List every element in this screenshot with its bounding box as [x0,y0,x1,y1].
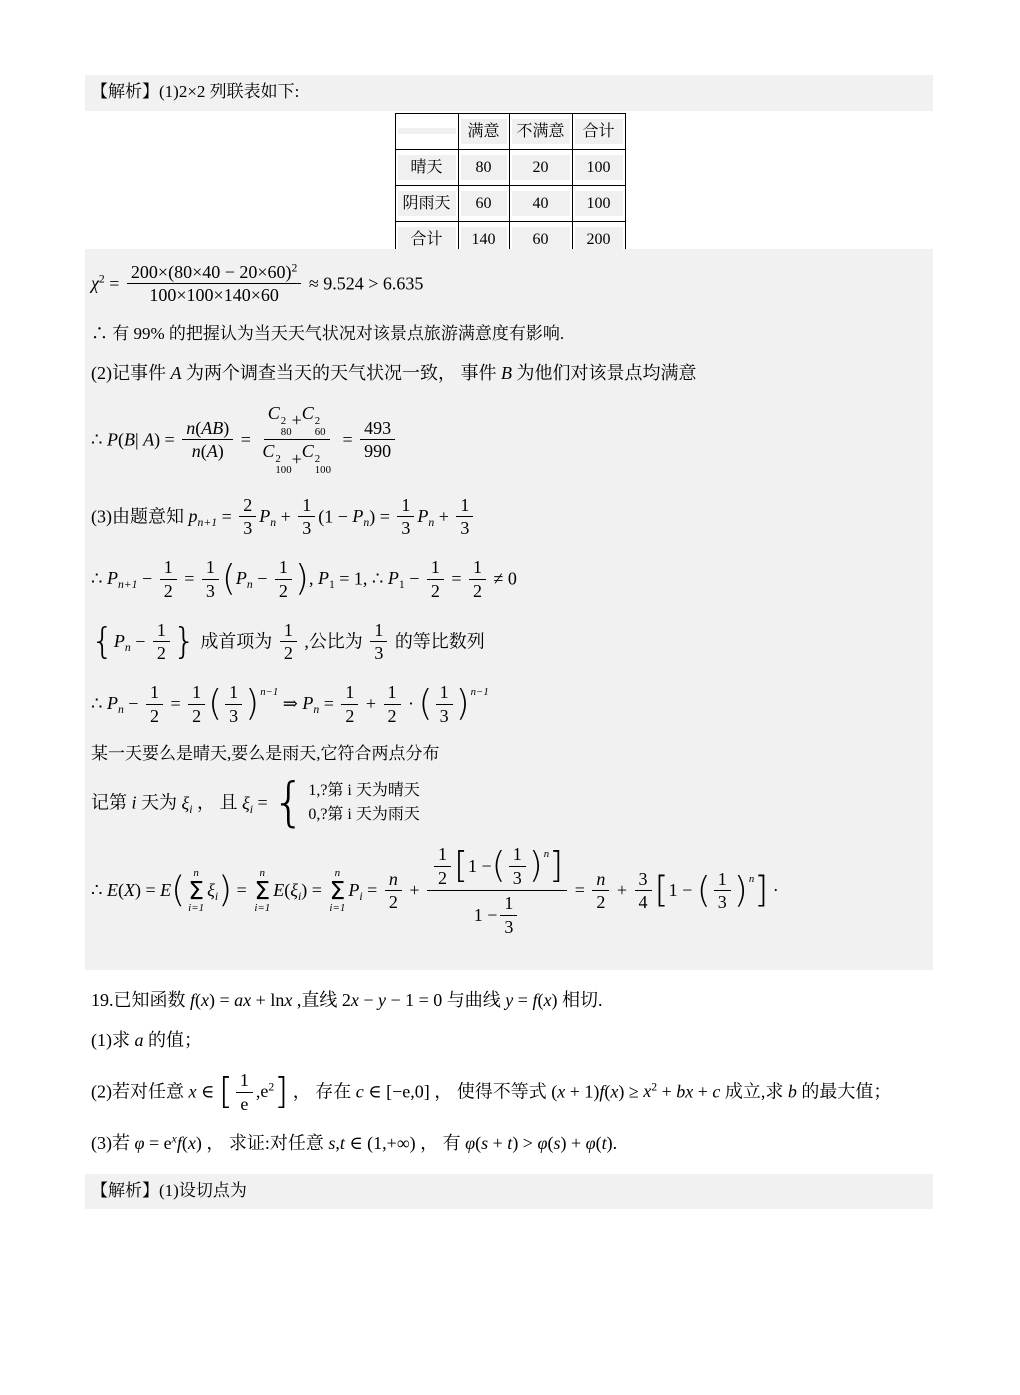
table-row [395,185,625,221]
table-header-cell: 满意 [461,119,507,144]
two-point-line: 某一天要么是晴天,要么是雨天,它符合两点分布 [91,744,440,764]
table-cell: 60 [461,191,507,216]
table-cell: 140 [461,227,507,249]
analysis-18-header [85,75,933,111]
contingency-table-clip [0,111,1020,249]
question-19-section [85,970,933,1156]
table-cell: 60 [512,227,570,249]
contingency-table [395,113,626,249]
analysis-19-header-text: 【解析】(1)设切点为 [91,1180,247,1200]
formula-p-b-given-a: ∴ P(B| A) = n ( AB ) n ( A ) = C 2 80 + C 2 60 C 2 100 + C 2 100 = $\frac{493}{990}$ [91,402,925,478]
document-page [0,75,1020,1395]
table-cell: 晴天 [398,155,456,180]
event-definition-line: (2)记事件 A 为两个调查当天的天气状况一致， 事件 B 为他们对该景点均满意 [91,363,697,384]
formula-chi-square: $\chi^2$ = 200× $(80\times 40 - 20\times 60)^2$ 100×100×140×60 ≈ 9.524 > 6.635 [91,261,424,306]
table-header-row [395,113,625,149]
table-cell: 40 [512,191,570,216]
table-cell: 80 [461,155,507,180]
formula-general-term: ∴ $P_n$ − $\frac{1}{2}$ = $\frac{1}{2}$ ( $\frac{1}{3}$ ) n−1 ⇒ $P_n$ = $\frac{1}{2}$ + $\frac{1}{2}$ · ( $\frac{1}{3}$ ) n−1 [91,681,489,726]
table-row [395,221,625,249]
analysis-19-header [85,1174,933,1210]
table-header-cell: 合计 [575,119,623,144]
table-cell: 20 [512,155,570,180]
table-header-cell [398,128,456,134]
formula-expectation: ∴ E(X) = E( n Σ i=1 $\xi_i$) = n Σ i=1 $E(\xi_i)$ = n Σ i=1 $P_i$ = $\frac{n}{2}$ + $\frac{1}{2}$ [ 1 − ( $\frac{1}{3}$ ) n ] 1 − $\frac{1}{3}$ = $\frac{n}{2}$ + $\frac{3}{4}$ [1 − ( $\frac{1}{3}$ ) n ] · [91,843,779,937]
table-cell: 100 [575,191,623,216]
table-header-cell: 不满意 [512,119,570,144]
table-row [395,149,625,185]
analysis-18-header-text: 【解析】(1)2×2 列联表如下: [91,82,300,101]
formula-xi-definition: 记第 i 天为 $\xi_i$ ， 且 $\xi_i$ = { 1,?第 i 天为晴天 0,?第 i 天为雨天 [91,772,420,833]
formula-transform: ∴ $P_{n+1}$ − $\frac{1}{2}$ = $\frac{1}{3}$ ($P_n$ − $\frac{1}{2}$ ), $P_1 = 1$, ∴ $P_1$ − $\frac{1}{2}$ = $\frac{1}{2}$ ≠ 0 [91,557,517,601]
table-cell: 200 [575,227,623,249]
table-cell: 阴雨天 [398,191,456,216]
conclusion-line: ∴ 有 99% 的把握认为当天天气状况对该景点旅游满意度有影响. [91,324,565,344]
formula-geometric-sequence: {$P_n$ − $\frac{1}{2}$ } 成首项为 $\frac{1}{2}$ ,公比为 $\frac{1}{3}$ 的等比数列 [91,619,485,664]
question-19-part2: (2)若对任意 x ∈ [ $\frac{1}{e}$ $,e^2$] ， 存在 c ∈ [−e,0] ， 使得不等式 $(x + 1)f(x) \ge x^2$ + bx + c 成立,求 b 的最大值； [91,1069,892,1114]
question-19-title: 19.已知函数 f(x) = ax + lnx ,直线 2x − y − 1 = 0 与曲线 y = f(x) 相切. [91,989,603,1010]
table-cell: 合计 [398,227,456,249]
question-19-part3: (3)若 $\varphi = e^xf(x)$ ， 求证:对任意 s,t ∈ (1,+∞) ， 有 φ(s + t) > φ(s) + φ(t). [91,1132,618,1154]
formula-recurrence: (3)由题意知 $p_{n+1}$ = $\frac{2}{3}$ $P_n$ + $\frac{1}{3}$ $(1 - P_n)$ = $\frac{1}{3}$ $P_n$ + $\frac{1}{3}$ [91,494,925,540]
question-19-part1: (1)求 a 的值； [91,1030,202,1051]
solution-18-block [85,249,933,970]
table-cell: 100 [575,155,623,180]
